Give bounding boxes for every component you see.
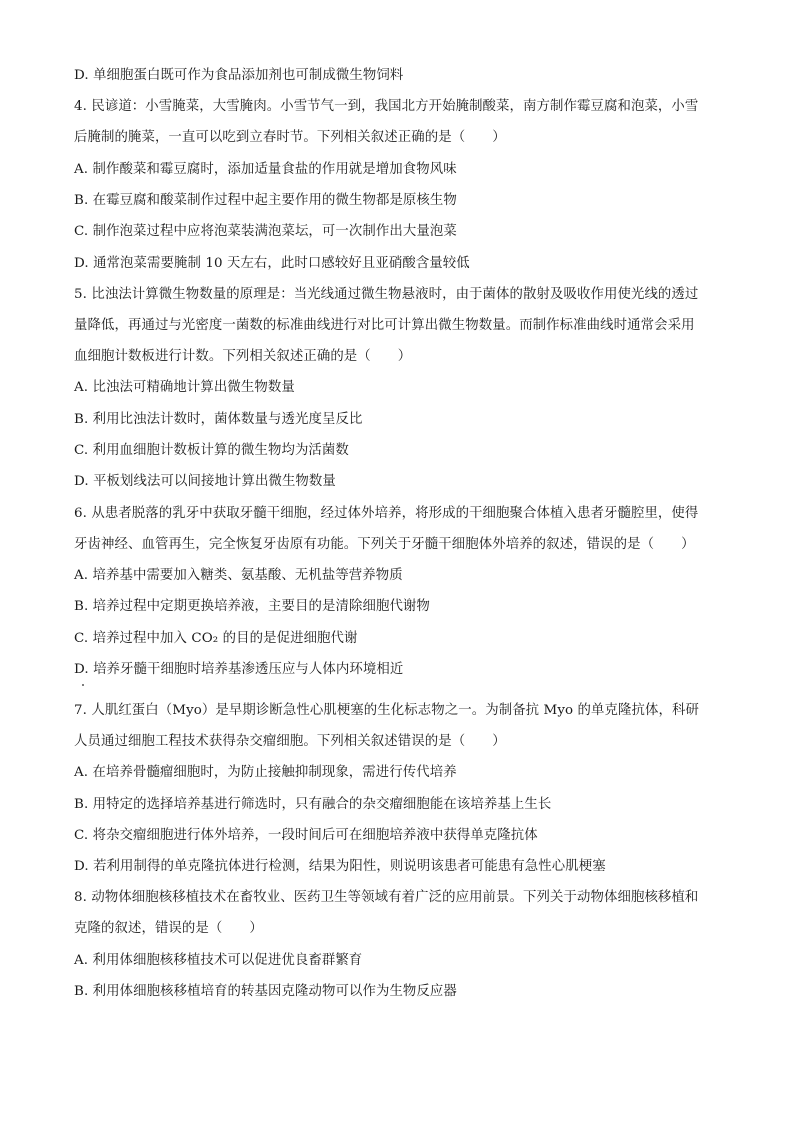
question-7-option-a: A. 在培养骨髓瘤细胞时，为防止接触抑制现象，需进行传代培养 xyxy=(74,765,457,780)
question-8-option-a: A. 利用体细胞核移植技术可以促进优良畜群繁育 xyxy=(74,953,363,968)
question-6-stem-line-2: 牙齿神经、血管再生，完全恢复牙齿原有功能。下列关于牙髓干细胞体外培养的叙述，错误的是（ ） xyxy=(74,537,695,552)
question-6-stem-line-1: 6. 从患者脱落的乳牙中获取牙髓干细胞，经过体外培养，将形成的干细胞聚合体植入患者牙髓腔里，使得 xyxy=(74,506,699,521)
question-4-option-a: A. 制作酸菜和霉豆腐时，添加适量食盐的作用就是增加食物风味 xyxy=(74,162,457,177)
question-5-option-b: B. 利用比浊法计数时，菌体数量与透光度呈反比 xyxy=(74,412,363,427)
question-5-option-c: C. 利用血细胞计数板计算的微生物均为活菌数 xyxy=(74,443,349,458)
question-4-stem-line-2: 后腌制的腌菜，一直可以吃到立春时节。下列相关叙述正确的是（ ） xyxy=(74,130,506,145)
question-8-stem-line-1: 8. 动物体细胞核移植技术在畜牧业、医药卫生等领域有着广泛的应用前景。下列关于动物体细胞核移植和 xyxy=(74,890,699,905)
question-6-option-c: C. 培养过程中加入 CO₂ 的目的是促进细胞代谢 xyxy=(74,631,358,646)
question-6-option-b: B. 培养过程中定期更换培养液，主要目的是清除细胞代谢物 xyxy=(74,599,430,614)
question-4-option-d: D. 通常泡菜需要腌制 10 天左右，此时口感较好且亚硝酸含量较低 xyxy=(74,256,470,271)
question-5-option-d: D. 平板划线法可以间接地计算出微生物数量 xyxy=(74,474,336,489)
question-8-stem-line-2: 克隆的叙述，错误的是（ ） xyxy=(74,921,263,936)
question-7-stem-line-1: 7. 人肌红蛋白（Myo）是早期诊断急性心肌梗塞的生化标志物之一。为制备抗 Myo 的单克隆抗体，科研 xyxy=(74,703,699,718)
scan-speck xyxy=(82,684,84,686)
question-7-option-d: D. 若利用制得的单克隆抗体进行检测，结果为阳性，则说明该患者可能患有急性心肌梗塞 xyxy=(74,859,606,874)
question-4-option-b: B. 在霉豆腐和酸菜制作过程中起主要作用的微生物都是原核生物 xyxy=(74,193,457,208)
question-7-option-c: C. 将杂交瘤细胞进行体外培养，一段时间后可在细胞培养液中获得单克隆抗体 xyxy=(74,828,538,843)
text-line: D. 单细胞蛋白既可作为食品添加剂也可制成微生物饲料 xyxy=(74,68,404,83)
question-6-option-a: A. 培养基中需要加入糖类、氨基酸、无机盐等营养物质 xyxy=(74,568,403,583)
question-5-stem-line-2: 量降低，再通过与光密度一菌数的标准曲线进行对比可计算出微生物数量。而制作标准曲线时通常会采用 xyxy=(74,318,695,333)
question-4-option-c: C. 制作泡菜过程中应将泡菜装满泡菜坛，可一次制作出大量泡菜 xyxy=(74,224,457,239)
question-7-stem-line-2: 人员通过细胞工程技术获得杂交瘤细胞。下列相关叙述错误的是（ ） xyxy=(74,734,506,749)
question-5-stem-line-3: 血细胞计数板进行计数。下列相关叙述正确的是（ ） xyxy=(74,349,412,364)
question-6-option-d: D. 培养牙髓干细胞时培养基渗透压应与人体内环境相近 xyxy=(74,662,404,677)
question-5-option-a: A. 比浊法可精确地计算出微生物数量 xyxy=(74,380,295,395)
question-5-stem-line-1: 5. 比浊法计算微生物数量的原理是：当光线通过微生物悬液时，由于菌体的散射及吸收作用使光线的透过 xyxy=(74,287,699,302)
question-8-option-b: B. 利用体细胞核移植培育的转基因克隆动物可以作为生物反应器 xyxy=(74,984,457,999)
question-7-option-b: B. 用特定的选择培养基进行筛选时，只有融合的杂交瘤细胞能在该培养基上生长 xyxy=(74,797,552,812)
question-4-stem-line-1: 4. 民谚道：小雪腌菜，大雪腌肉。小雪节气一到，我国北方开始腌制酸菜，南方制作霉豆腐和泡菜，小雪 xyxy=(74,99,699,114)
